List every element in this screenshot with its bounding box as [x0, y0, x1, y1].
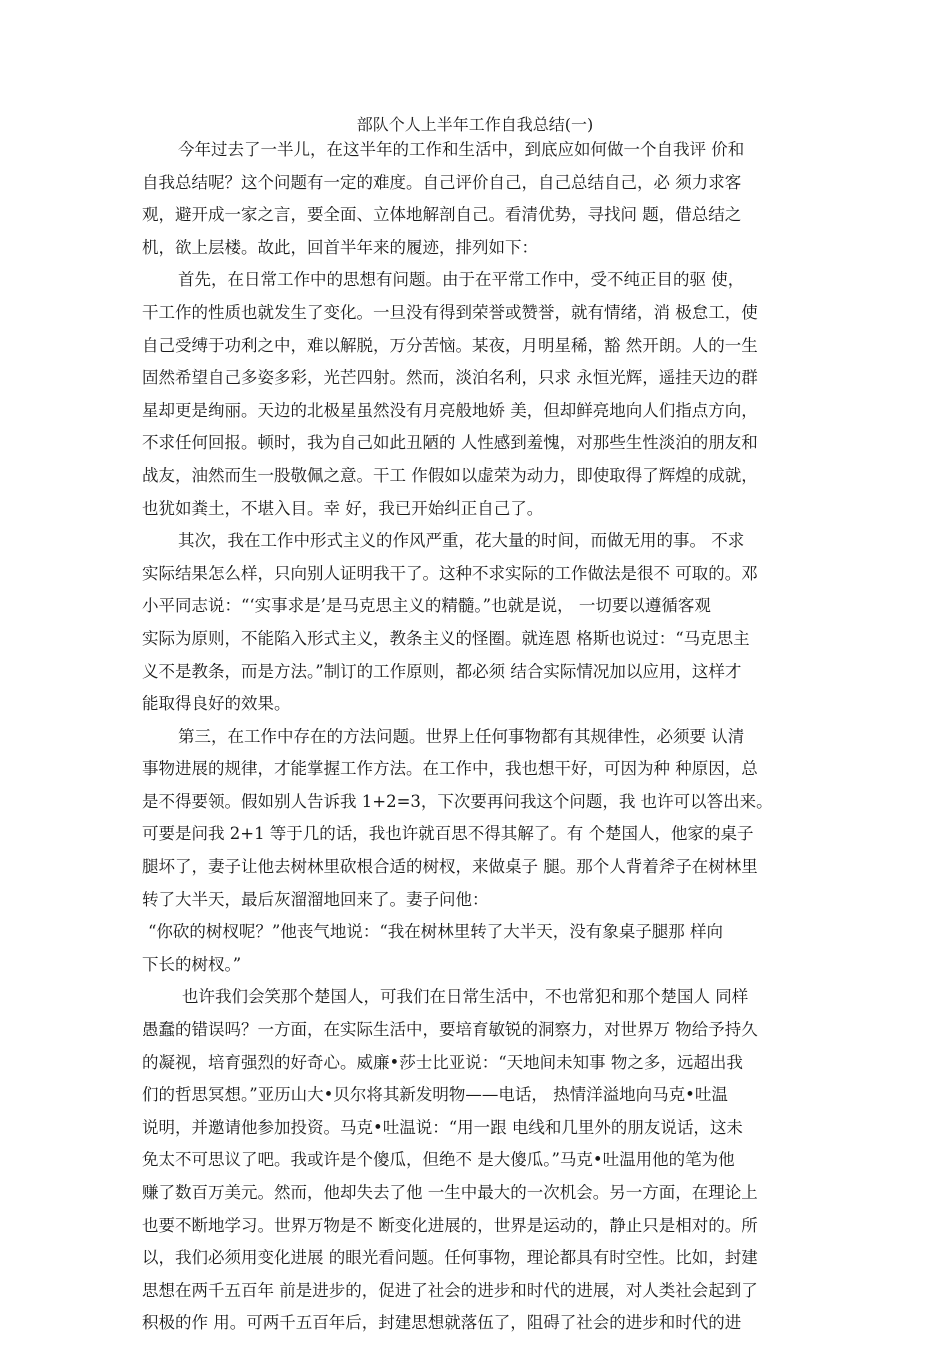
text-line: 观，避开成一家之言，要全面、立体地解剖自己。看清优势，寻找问 题，借总结之	[142, 205, 742, 225]
text-line: 也犹如粪土，不堪入目。幸 好，我已开始纠正自己了。	[142, 498, 544, 518]
page-title: 部队个人上半年工作自我总结(一)	[356, 115, 594, 134]
text-line: 也许我们会笑那个楚国人，可我们在日常生活中，不也常犯和那个楚国人 同样	[182, 987, 749, 1007]
text-line: 可要是问我 2+1 等于几的话，我也许就百思不得其解了。有 个楚国人，他家的桌子	[142, 824, 754, 844]
text-line: 首先，在日常工作中的思想有问题。由于在平常工作中，受不纯正目的驱 使，	[178, 270, 745, 290]
text-line: 免太不可思议了吧。我或许是个傻瓜，但绝不 是大傻瓜。”马克•吐温用他的笔为他	[142, 1150, 735, 1170]
text-line: 干工作的性质也就发生了变化。一旦没有得到荣誉或赞誉，就有情绪，消 极怠工，使	[142, 302, 758, 322]
text-line: 战友，油然而生一股敬佩之意。干工 作假如以虚荣为动力，即使取得了辉煌的成就，	[142, 465, 758, 485]
text-line: 也要不断地学习。世界万物是不 断变化进展的，世界是运动的，静止只是相对的。所	[142, 1215, 758, 1235]
text-line: 今年过去了一半儿，在这半年的工作和生活中，到底应如何做一个自我评 价和	[178, 140, 745, 159]
text-line: 固然希望自己多姿多彩，光芒四射。然而，淡泊名利，只求 永恒光辉，遥挂天边的群	[142, 368, 758, 388]
text-line: 义不是教条，而是方法。”制订的工作原则，都必须 结合实际情况加以应用，这样才	[142, 661, 742, 681]
text-line: “你砍的树杈呢？”他丧气地说：“我在树林里转了大半天，没有象桌子腿那 样向	[148, 922, 724, 942]
text-line: 赚了数百万美元。然而，他却失去了他 一生中最大的一次机会。另一方面，在理论上	[142, 1183, 758, 1202]
text-line: 星却更是绚丽。天边的北极星虽然没有月亮般地娇 美，但却鲜亮地向人们指点方向，	[142, 400, 758, 420]
text-line: 是不得要领。假如别人告诉我 1+2=3，下次要再问我这个问题，我 也许可以答出来。	[142, 791, 773, 811]
text-line: 的凝视，培育强烈的好奇心。威廉•莎士比亚说：“天地间未知事 物之多，远超出我	[142, 1052, 743, 1072]
text-line: 转了大半天，最后灰溜溜地回来了。妻子问他：	[142, 889, 489, 909]
text-line: 以，我们必须用变化进展 的眼光看问题。任何事物，理论都具有时空性。比如，封建	[142, 1248, 758, 1268]
text-line: 自我总结呢？这个问题有一定的难度。自己评价自己，自己总结自己，必 须力求客	[142, 172, 742, 192]
text-line: 其次，我在工作中形式主义的作风严重，花大量的时间，而做无用的事。 不求	[178, 531, 745, 551]
text-line: 自己受缚于功利之中，难以解脱，万分苦恼。某夜，月明星稀，豁 然开朗。人的一生	[142, 335, 758, 355]
text-line: 第三，在工作中存在的方法问题。世界上任何事物都有其规律性，必须要 认清	[178, 726, 745, 746]
text-line: 实际结果怎么样，只向别人证明我干了。这种不求实际的工作做法是很不 可取的。邓	[142, 563, 758, 583]
text-line: 实际为原则，不能陷入形式主义，教条主义的怪圈。就连恩 格斯也说过：“马克思主	[142, 628, 750, 648]
document-body	[142, 134, 782, 1340]
text-line: 说明，并邀请他参加投资。马克•吐温说：“用一跟 电线和几里外的朋友说话，这未	[142, 1117, 743, 1137]
text-line: 能取得良好的效果。	[142, 694, 291, 714]
text-line: 愚蠢的错误吗？一方面，在实际生活中，要培育敏锐的洞察力，对世界万 物给予持久	[142, 1020, 758, 1040]
text-line: 小平同志说：“‘实事求是’是马克思主义的精髓。”也就是说， 一切要以遵循客观	[142, 596, 711, 616]
text-line: 不求任何回报。顿时，我为自己如此丑陋的 人性感到羞愧，对那些生性淡泊的朋友和	[142, 433, 758, 453]
text-line: 事物进展的规律，才能掌握工作方法。在工作中，我也想干好，可因为种 种原因，总	[142, 759, 758, 779]
text-line: 思想在两千五百年 前是进步的，促进了社会的进步和时代的进展，对人类社会起到了	[142, 1280, 758, 1300]
text-line: 下长的树杈。”	[142, 954, 242, 974]
text-line: 积极的作 用。可两千五百年后，封建思想就落伍了，阻碍了社会的进步和时代的进	[142, 1313, 742, 1333]
text-line: 机，欲上层楼。故此，回首半年来的履迹，排列如下：	[142, 237, 538, 257]
text-line: 腿坏了，妻子让他去树林里砍根合适的树杈，来做桌子 腿。那个人背着斧子在树林里	[142, 857, 758, 877]
text-line: 们的哲思冥想。”亚历山大•贝尔将其新发明物——电话， 热情洋溢地向马克•吐温	[142, 1085, 728, 1105]
